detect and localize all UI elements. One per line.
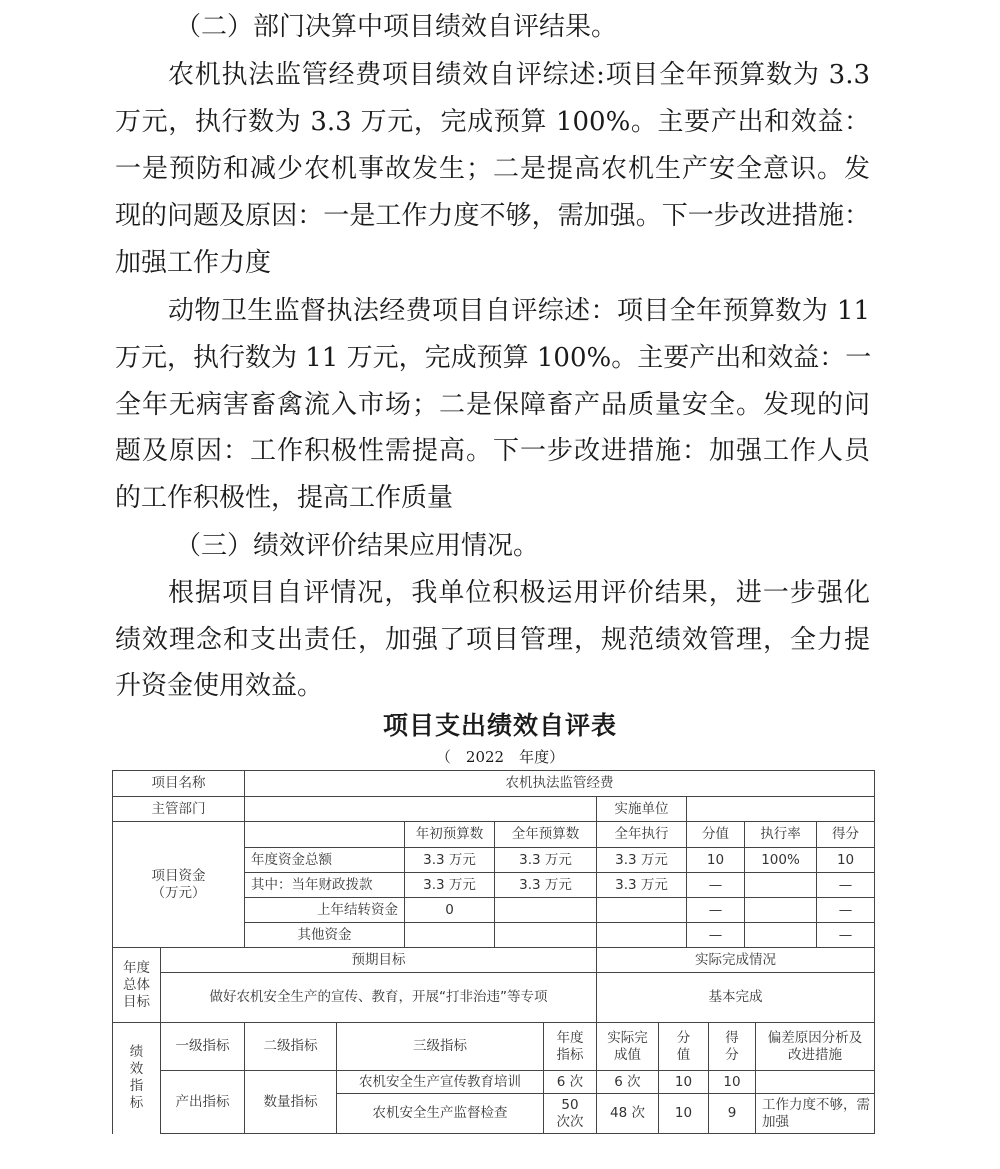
expected-label: 预期目标 xyxy=(161,948,597,973)
cell: 工作力度不够，需加强 xyxy=(756,1094,875,1134)
funds-table xyxy=(112,770,875,948)
cell: 10 xyxy=(709,1071,756,1094)
cell: 10 xyxy=(659,1071,709,1094)
cell: 6 次 xyxy=(597,1071,659,1094)
cell xyxy=(405,923,495,948)
actual-result: 基本完成 xyxy=(597,973,875,1023)
kpi-level2: 数量指标 xyxy=(245,1071,337,1134)
paragraph-line: 现的问题及原因：一是工作力度不够，需加强。下一步改进措施： xyxy=(115,201,870,231)
paragraph-line: 题及原因：工作积极性需提高。下一步改进措施：加强工作人员 xyxy=(115,436,870,466)
cell xyxy=(495,923,597,948)
cell: 9 xyxy=(709,1094,756,1134)
paragraph-line: 绩效理念和支出责任，加强了项目管理，规范绩效管理，全力提 xyxy=(115,625,870,655)
dept-label: 主管部门 xyxy=(113,797,245,822)
cell: 50 次次 xyxy=(544,1094,597,1134)
cell: 其中：当年财政拨款 xyxy=(245,873,405,898)
kpi-header: 实际完成值 xyxy=(597,1023,659,1071)
cell xyxy=(495,898,597,923)
cell: 上年结转资金 xyxy=(245,898,405,923)
goals-kpi-table xyxy=(112,947,875,1134)
paragraph-line: 万元，执行数为 11 万元，完成预算 100%。主要产出和效益：一 xyxy=(115,343,872,373)
cell: — xyxy=(687,873,745,898)
kpi-row xyxy=(113,1071,875,1094)
cell: 3.3 万元 xyxy=(495,873,597,898)
paragraph-line: 的工作积极性，提高工作质量 xyxy=(115,483,454,513)
actual-label: 实际完成情况 xyxy=(597,948,875,973)
fund-header: 年初预算数 xyxy=(405,822,495,848)
section-heading: （三）绩效评价结果应用情况。 xyxy=(175,531,540,561)
cell: 3.3 万元 xyxy=(597,848,687,873)
kpi-level1: 产出指标 xyxy=(161,1071,245,1134)
goal-label: 年度总体目标 xyxy=(113,948,161,1023)
paragraph-line: 升资金使用效益。 xyxy=(115,671,324,701)
paragraph-line: 根据项目自评情况，我单位积极运用评价结果，进一步强化 xyxy=(168,578,870,608)
fund-header: 得分 xyxy=(817,822,875,848)
cell: — xyxy=(817,873,875,898)
cell xyxy=(745,923,817,948)
cell xyxy=(597,898,687,923)
paragraph-line: 动物卫生监督执法经费项目自评综述：项目全年预算数为 11 xyxy=(168,296,870,326)
expected-goal: 做好农机安全生产的宣传、教育，开展“打非治违”等专项 xyxy=(161,973,597,1023)
paragraph-line: 农机执法监管经费项目绩效自评综述:项目全年预算数为 3.3 xyxy=(168,60,870,90)
paragraph-line: 加强工作力度 xyxy=(115,248,272,278)
cell: — xyxy=(687,923,745,948)
fund-header xyxy=(245,822,405,848)
cell: 6 次 xyxy=(544,1071,597,1094)
fund-header: 执行率 xyxy=(745,822,817,848)
kpi-header: 三级指标 xyxy=(337,1023,544,1071)
cell: 0 xyxy=(405,898,495,923)
dept-value xyxy=(245,797,597,822)
cell: 48 次 xyxy=(597,1094,659,1134)
cell: 3.3 万元 xyxy=(597,873,687,898)
cell: — xyxy=(817,898,875,923)
kpi-header: 得分 xyxy=(709,1023,756,1071)
cell xyxy=(756,1071,875,1094)
cell: 10 xyxy=(817,848,875,873)
impl-label: 实施单位 xyxy=(597,797,687,822)
table-year: （ 2022 年度） xyxy=(435,748,565,766)
cell xyxy=(745,898,817,923)
cell: 其他资金 xyxy=(245,923,405,948)
project-name: 农机执法监管经费 xyxy=(245,771,875,797)
fund-header: 全年执行 xyxy=(597,822,687,848)
cell: 3.3 万元 xyxy=(405,848,495,873)
fund-header: 全年预算数 xyxy=(495,822,597,848)
cell: 年度资金总额 xyxy=(245,848,405,873)
table-title: 项目支出绩效自评表 xyxy=(382,711,617,740)
kpi-header: 二级指标 xyxy=(245,1023,337,1071)
cell: 100% xyxy=(745,848,817,873)
cell: 农机安全生产监督检查 xyxy=(337,1094,544,1134)
fund-header: 分值 xyxy=(687,822,745,848)
cell: 3.3 万元 xyxy=(405,873,495,898)
section-heading: （二）部门决算中项目绩效自评结果。 xyxy=(175,12,618,42)
cell: — xyxy=(687,898,745,923)
cell xyxy=(745,873,817,898)
paragraph-line: 万元，执行数为 3.3 万元，完成预算 100%。主要产出和效益： xyxy=(115,107,870,137)
impl-value xyxy=(687,797,875,822)
cell xyxy=(597,923,687,948)
kpi-header: 年度指标 xyxy=(544,1023,597,1071)
kpi-label: 绩效指标 xyxy=(113,1023,161,1134)
kpi-header: 一级指标 xyxy=(161,1023,245,1071)
kpi-header: 偏差原因分析及改进措施 xyxy=(756,1023,875,1071)
cell: 10 xyxy=(687,848,745,873)
paragraph-line: 一是预防和减少农机事故发生；二是提高农机生产安全意识。发 xyxy=(115,154,870,184)
kpi-header: 分值 xyxy=(659,1023,709,1071)
paragraph-line: 全年无病害畜禽流入市场；二是保障畜产品质量安全。发现的问 xyxy=(115,390,870,420)
funds-label: 项目资金 （万元） xyxy=(113,822,245,948)
cell: — xyxy=(817,923,875,948)
cell: 农机安全生产宣传教育培训 xyxy=(337,1071,544,1094)
cell: 10 xyxy=(659,1094,709,1134)
project-name-label: 项目名称 xyxy=(113,771,245,797)
cell: 3.3 万元 xyxy=(495,848,597,873)
